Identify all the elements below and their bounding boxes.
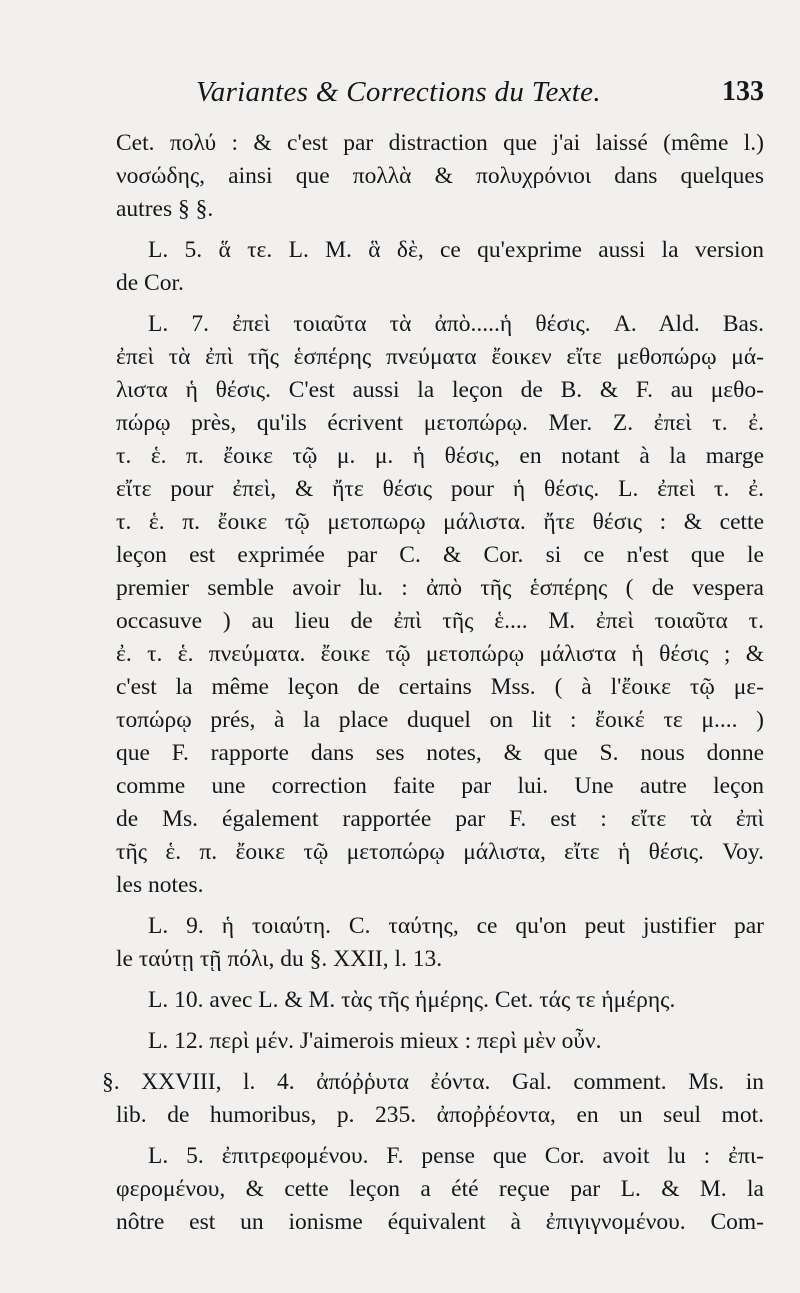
text-line: lib. de humoribus, p. 235. ἀποῤῥέοντα, en un seul mot. (116, 1102, 764, 1128)
text-line: πώρῳ près, qu'ils écrivent μετοπώρῳ. Mer. Z. ἐπεὶ τ. ἐ. (116, 410, 764, 436)
text-line: de Ms. également rapportée par F. est : εἴτε τὰ ἐπὶ (116, 806, 764, 832)
text-line: nôtre est un ionisme équivalent à ἐπιγιγνομένου. Com- (116, 1209, 764, 1235)
text-line: c'est la même leçon de certains Mss. ( à l'ἔοικε τῷ με- (116, 674, 764, 700)
text-line: ἐ. τ. ἑ. πνεύματα. ἔοικε τῷ μετοπώρῳ μάλιστα ἡ θέσις ; & (116, 641, 764, 667)
text-line: φερομένου, & cette leçon a été reçue par L. & M. la (116, 1176, 764, 1202)
text-line: L. 5. ἅ τε. L. M. ἃ δὲ, ce qu'exprime aussi la version (148, 237, 764, 263)
text-line: L. 10. avec L. & M. τὰς τῆς ἡμέρης. Cet. τάς τε ἡμέρης. (148, 987, 676, 1013)
text-line: ἐπεὶ τὰ ἐπὶ τῆς ἑσπέρης πνεύματα ἔοικεν εἴτε μεθοπώρῳ μά- (116, 344, 764, 370)
text-line: les notes. (116, 872, 204, 898)
page-number: 133 (722, 76, 764, 107)
text-line: occasuve ) au lieu de ἐπὶ τῆς ἑ.... M. ἐπεὶ τοιαῦτα τ. (116, 608, 764, 634)
text-line: L. 12. περὶ μέν. J'aimerois mieux : περὶ μὲν οὖν. (148, 1028, 602, 1054)
text-line: τ. ἑ. π. ἔοικε τῷ μ. μ. ἡ θέσις, en notant à la marge (116, 443, 764, 469)
text-line: de Cor. (116, 270, 184, 296)
text-line: autres § §. (116, 196, 214, 222)
text-line: εἴτε pour ἐπεὶ, & ἤτε θέσις pour ἡ θέσις. L. ἐπεὶ τ. ἐ. (116, 476, 764, 502)
text-line: L. 9. ἡ τοιαύτη. C. ταύτης, ce qu'on peut justifier par (148, 913, 764, 939)
text-line: νοσώδης, ainsi que πολλὰ & πολυχρόνιοι dans quelques (116, 163, 764, 189)
text-line: L. 7. ἐπεὶ τοιαῦτα τὰ ἀπὸ.....ἡ θέσις. A. Ald. Bas. (148, 311, 764, 337)
text-line: τ. ἑ. π. ἔοικε τῷ μετοπωρῳ μάλιστα. ἤτε θέσις : & cette (116, 509, 764, 535)
text-line: §. XXVIII, l. 4. ἀπόῤῥυτα ἐόντα. Gal. comment. Ms. in (102, 1069, 764, 1095)
text-line: leçon est exprimée par C. & Cor. si ce n'est que le (116, 542, 764, 568)
text-line: Cet. πολύ : & c'est par distraction que j'ai laissé (même l.) (116, 130, 764, 156)
text-line: τοπώρῳ prés, à la place duquel on lit : ἔοικέ τε μ.... ) (116, 707, 764, 733)
text-line: le ταύτῃ τῇ πόλι, du §. XXII, l. 13. (116, 946, 443, 972)
text-line: L. 5. ἐπιτρεφομένου. F. pense que Cor. avoit lu : ἐπι- (148, 1143, 764, 1169)
page-body (102, 127, 764, 1239)
text-line: comme une correction faite par lui. Une autre leçon (116, 773, 764, 799)
running-title: Variantes & Corrections du Texte. (196, 76, 601, 108)
text-line: que F. rapporte dans ses notes, & que S. nous donne (116, 740, 764, 766)
text-line: λιστα ἡ θέσις. C'est aussi la leçon de B. & F. au μεθο- (116, 377, 764, 403)
text-line: τῆς ἑ. π. ἔοικε τῷ μετοπώρῳ μάλιστα, εἴτε ἡ θέσις. Voy. (116, 839, 764, 865)
text-line: premier semble avoir lu. : ἀπὸ τῆς ἑσπέρης ( de vespera (116, 575, 764, 601)
page-header (196, 76, 764, 116)
